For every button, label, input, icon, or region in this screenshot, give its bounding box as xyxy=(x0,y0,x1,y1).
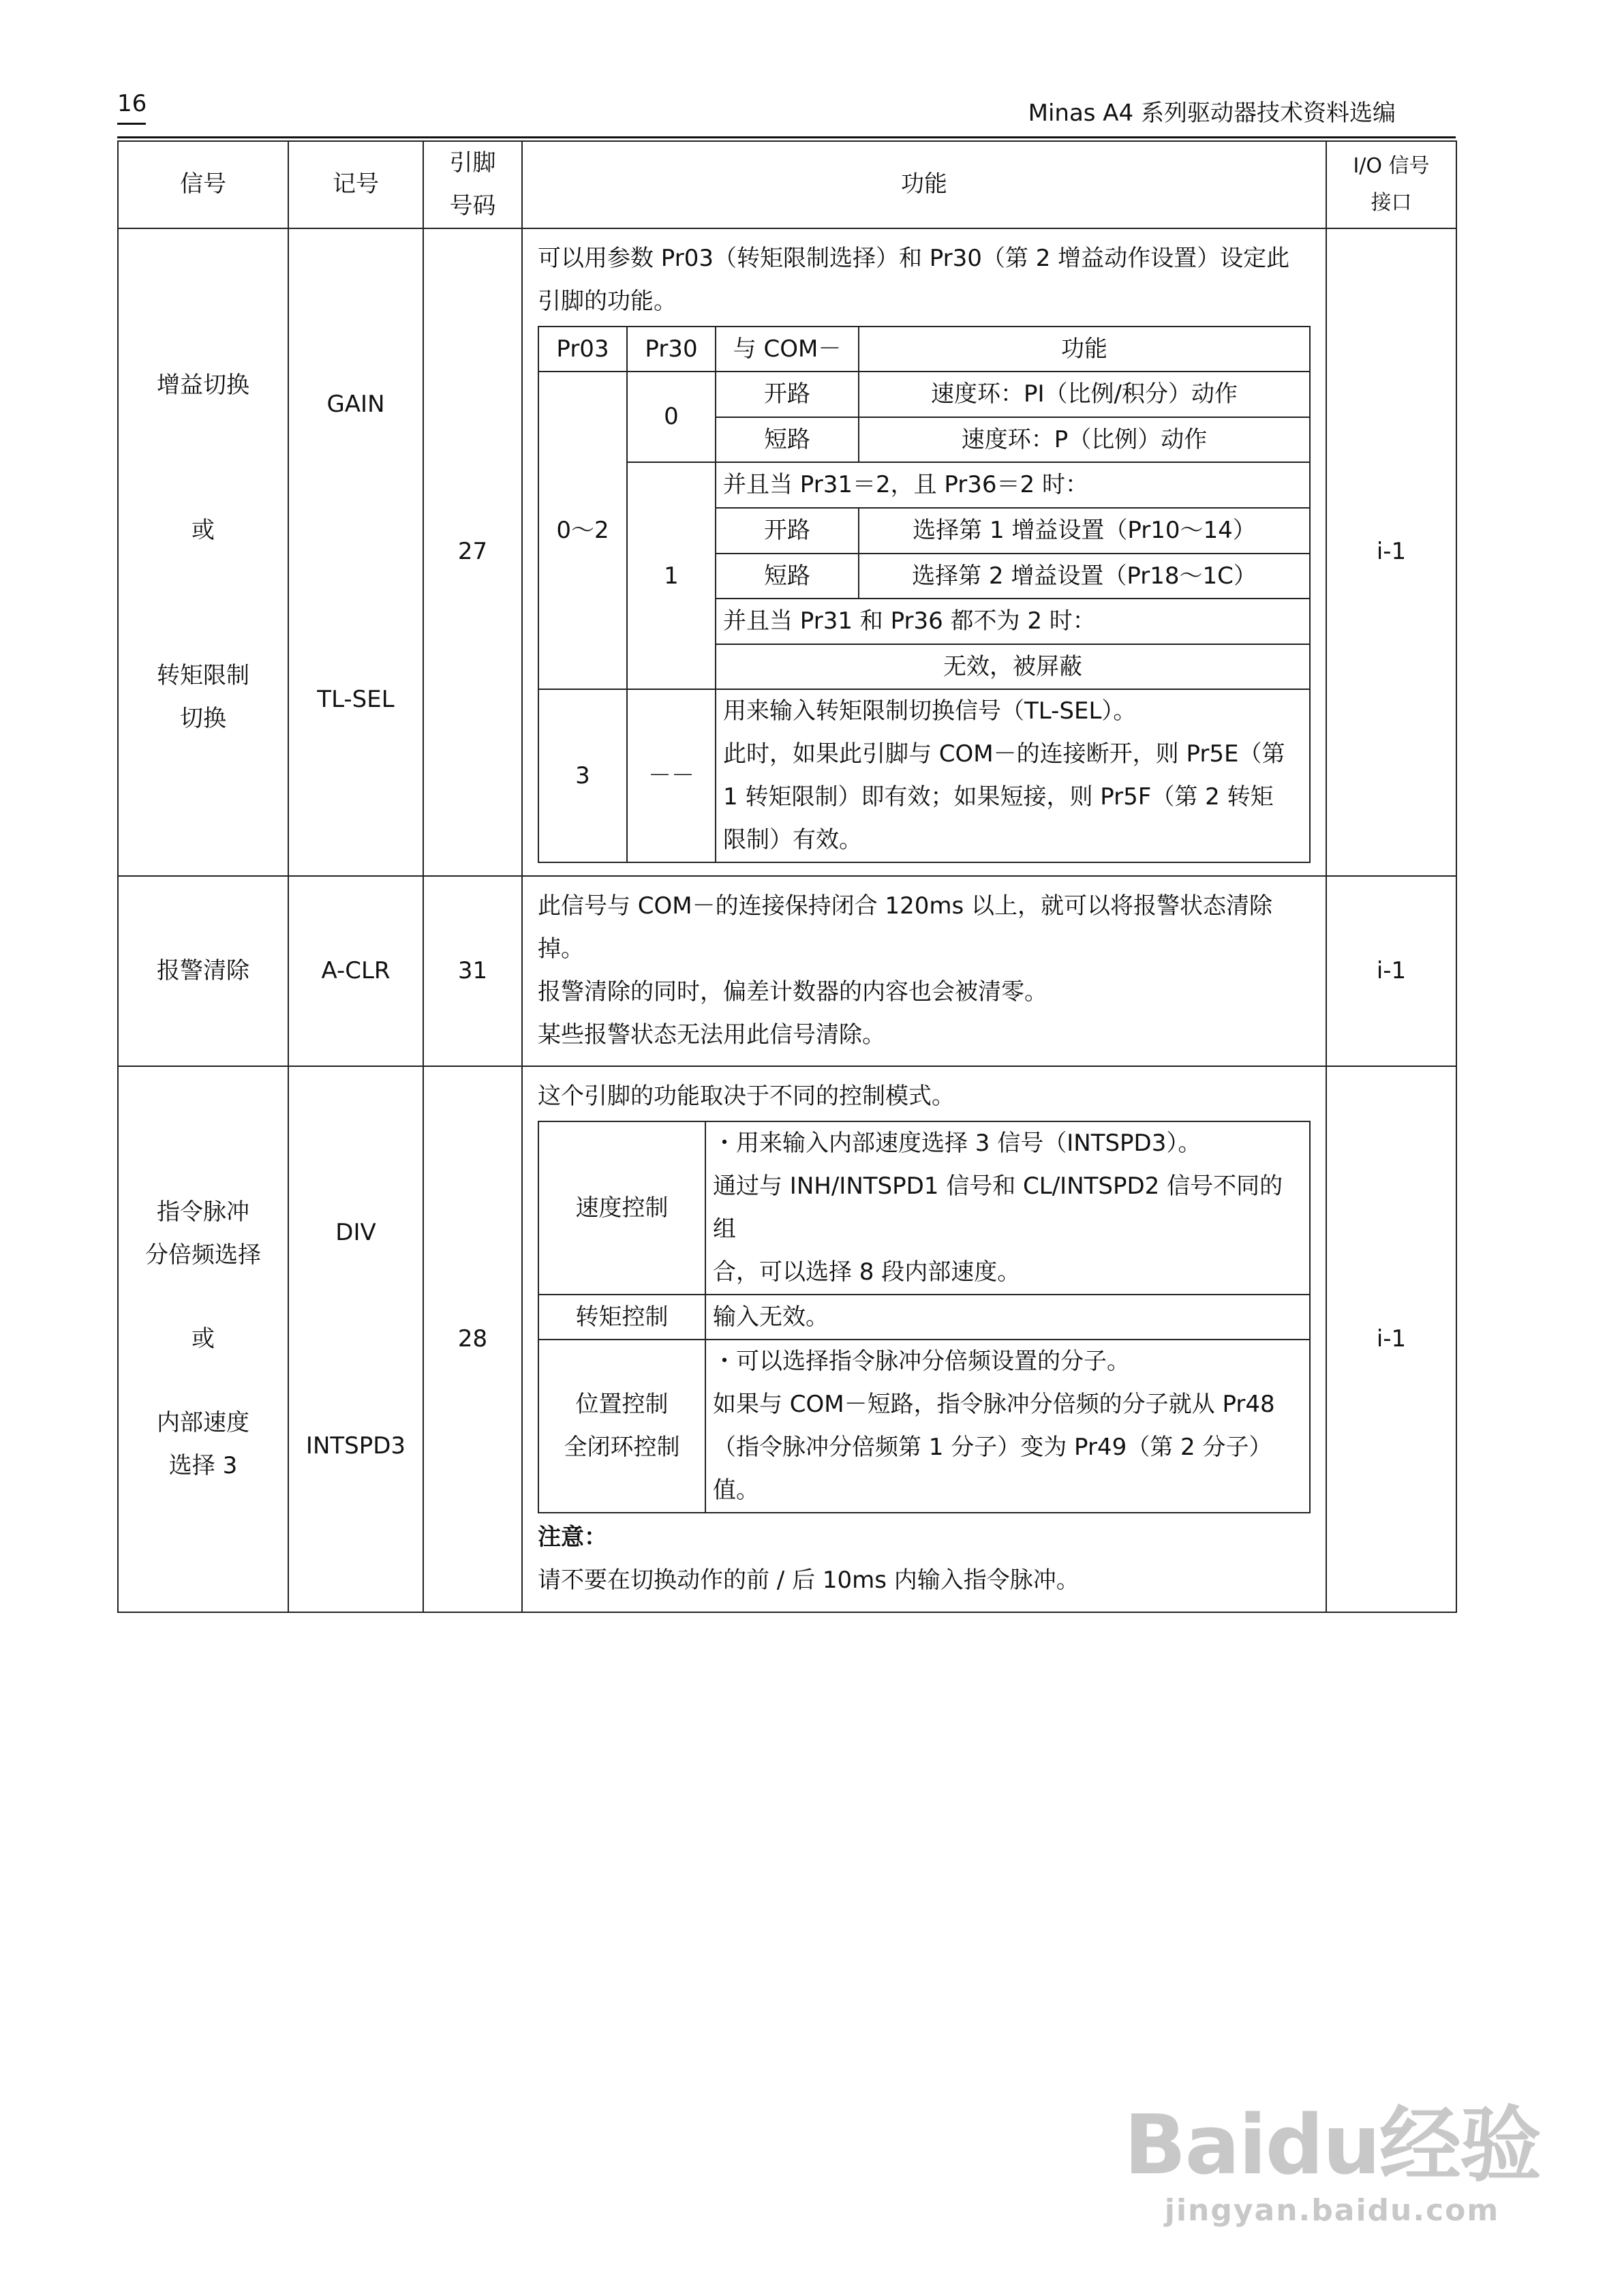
function-value: 无效，被屏蔽 xyxy=(716,644,1310,690)
subtable-row xyxy=(538,689,1310,862)
page-number: 16 xyxy=(117,90,147,117)
signal-table xyxy=(117,140,1457,1613)
control-mode: 速度控制 xyxy=(538,1121,705,1295)
header-io-line-1: I/O 信号 xyxy=(1353,153,1430,178)
control-mode-line: 位置控制 xyxy=(575,1391,669,1419)
header-pin-line-2: 号码 xyxy=(449,192,496,220)
subtable-row xyxy=(538,462,1310,508)
function-value: 速度环：P（比例）动作 xyxy=(859,417,1310,463)
control-mode-line: 全闭环控制 xyxy=(564,1434,680,1462)
table-row xyxy=(118,876,1456,1067)
note-text: 请不要在切换动作的前 / 后 10ms 内输入指令脉冲。 xyxy=(538,1566,1080,1594)
watermark-url: jingyan.baidu.com xyxy=(1164,2193,1500,2228)
symbol-cell xyxy=(288,1066,423,1612)
table-header-row xyxy=(118,141,1456,228)
description-line: ・用来输入内部速度选择 3 信号（INTSPD3）。 xyxy=(713,1130,1202,1158)
description-line: 如果与 COM－短路，指令脉冲分倍频的分子就从 Pr48 xyxy=(713,1391,1275,1419)
function-text: 可以用参数 Pr03（转矩限制选择）和 Pr30（第 2 增益动作设置）设定此 xyxy=(538,244,1290,272)
io-cell: i-1 xyxy=(1326,1066,1456,1612)
description-line: 合，可以选择 8 段内部速度。 xyxy=(713,1258,1021,1286)
condition-text: 并且当 Pr31 和 Pr36 都不为 2 时： xyxy=(716,599,1310,644)
signal-line: 分倍频选择 xyxy=(145,1241,261,1269)
header-function: 功能 xyxy=(522,141,1326,228)
pr03-value: 3 xyxy=(538,689,627,862)
subtable-row xyxy=(538,1121,1310,1295)
function-value: 选择第 1 增益设置（Pr10～14） xyxy=(859,508,1310,554)
signal-line: 内部速度 xyxy=(157,1409,249,1437)
pin-cell: 27 xyxy=(423,228,522,876)
symbol-text: INTSPD3 xyxy=(305,1432,406,1460)
function-cell xyxy=(522,228,1326,876)
mode-description xyxy=(705,1340,1310,1513)
pin-cell: 28 xyxy=(423,1066,522,1612)
signal-line: 转矩限制 xyxy=(157,661,249,689)
pr03-value: 0～2 xyxy=(538,372,627,689)
parameter-subtable xyxy=(538,326,1311,863)
symbol-text: TL-SEL xyxy=(317,685,395,713)
signal-line: 或 xyxy=(192,1325,215,1353)
com-state: 开路 xyxy=(716,372,859,417)
signal-cell xyxy=(118,1066,288,1612)
com-state: 开路 xyxy=(716,508,859,554)
signal-cell xyxy=(118,228,288,876)
description-line: 1 转矩限制）即有效；如果短接，则 Pr5F（第 2 转矩 xyxy=(723,783,1274,811)
header-pin-line-1: 引脚 xyxy=(449,149,496,177)
symbol-cell: A-CLR xyxy=(288,876,423,1067)
header-symbol: 记号 xyxy=(288,141,423,228)
function-text: 报警清除的同时，偏差计数器的内容也会被清零。 xyxy=(538,978,1047,1006)
symbol-cell xyxy=(288,228,423,876)
control-mode: 转矩控制 xyxy=(538,1295,705,1340)
subtable-row xyxy=(538,1340,1310,1513)
com-state: 短路 xyxy=(716,417,859,463)
signal-line: 增益切换 xyxy=(157,372,249,399)
subtable-row xyxy=(538,1295,1310,1340)
control-mode xyxy=(538,1340,705,1513)
pr30-value: 1 xyxy=(627,462,716,689)
subtable-header: 功能 xyxy=(859,327,1310,372)
pin-cell: 31 xyxy=(423,876,522,1067)
function-text: 引脚的功能。 xyxy=(538,287,677,315)
function-value: 速度环：PI（比例/积分）动作 xyxy=(859,372,1310,417)
function-text: 这个引脚的功能取决于不同的控制模式。 xyxy=(538,1083,955,1111)
signal-line: 或 xyxy=(192,516,215,544)
note-title: 注意： xyxy=(538,1524,607,1552)
condition-text: 并且当 Pr31＝2，且 Pr36＝2 时： xyxy=(716,462,1310,508)
subtable-header: Pr03 xyxy=(538,327,627,372)
header-io xyxy=(1326,141,1456,228)
subtable-row xyxy=(538,372,1310,417)
subtable-header-row xyxy=(538,327,1310,372)
pr30-value: －－ xyxy=(627,689,716,862)
io-cell: i-1 xyxy=(1326,876,1456,1067)
subtable-header: 与 COM－ xyxy=(716,327,859,372)
table-row xyxy=(118,1066,1456,1612)
function-cell xyxy=(522,876,1326,1067)
watermark-brand: Baidu经验 xyxy=(1124,2098,1540,2193)
function-value: 选择第 2 增益设置（Pr18～1C） xyxy=(859,554,1310,599)
description-line: 通过与 INH/INTSPD1 信号和 CL/INTSPD2 信号不同的组 xyxy=(713,1173,1283,1243)
symbol-text: DIV xyxy=(335,1218,376,1246)
header-pin xyxy=(423,141,522,228)
signal-line: 指令脉冲 xyxy=(157,1198,249,1226)
table-row xyxy=(118,228,1456,876)
description-line: ・可以选择指令脉冲分倍频设置的分子。 xyxy=(713,1348,1130,1376)
header-io-line-2: 接口 xyxy=(1371,190,1412,215)
description-line: 用来输入转矩限制切换信号（TL-SEL）。 xyxy=(723,697,1137,725)
signal-line: 切换 xyxy=(180,704,226,732)
baidu-watermark xyxy=(1124,2080,1540,2228)
description-line: （指令脉冲分倍频第 1 分子）变为 Pr49（第 2 分子）值。 xyxy=(713,1434,1272,1505)
signal-cell: 报警清除 xyxy=(118,876,288,1067)
header-signal: 信号 xyxy=(118,141,288,228)
mode-description: 输入无效。 xyxy=(705,1295,1310,1340)
control-mode-subtable xyxy=(538,1121,1311,1513)
function-text: 此信号与 COM－的连接保持闭合 120ms 以上，就可以将报警状态清除掉。 xyxy=(538,892,1272,963)
description-line: 此时，如果此引脚与 COM－的连接断开，则 Pr5E（第 xyxy=(723,740,1285,768)
function-text: 某些报警状态无法用此信号清除。 xyxy=(538,1021,885,1048)
description-line: 限制）有效。 xyxy=(723,826,862,854)
document-title: Minas A4 系列驱动器技术资料选编 xyxy=(1028,100,1396,127)
page-number-underline xyxy=(117,123,146,125)
signal-line: 选择 3 xyxy=(168,1451,238,1479)
function-cell xyxy=(522,1066,1326,1612)
symbol-text: GAIN xyxy=(326,390,385,418)
pr30-value: 0 xyxy=(627,372,716,462)
subtable-header: Pr30 xyxy=(627,327,716,372)
header-rule xyxy=(117,136,1456,138)
io-cell: i-1 xyxy=(1326,228,1456,876)
mode-description xyxy=(705,1121,1310,1295)
com-state: 短路 xyxy=(716,554,859,599)
tl-sel-description xyxy=(716,689,1310,862)
